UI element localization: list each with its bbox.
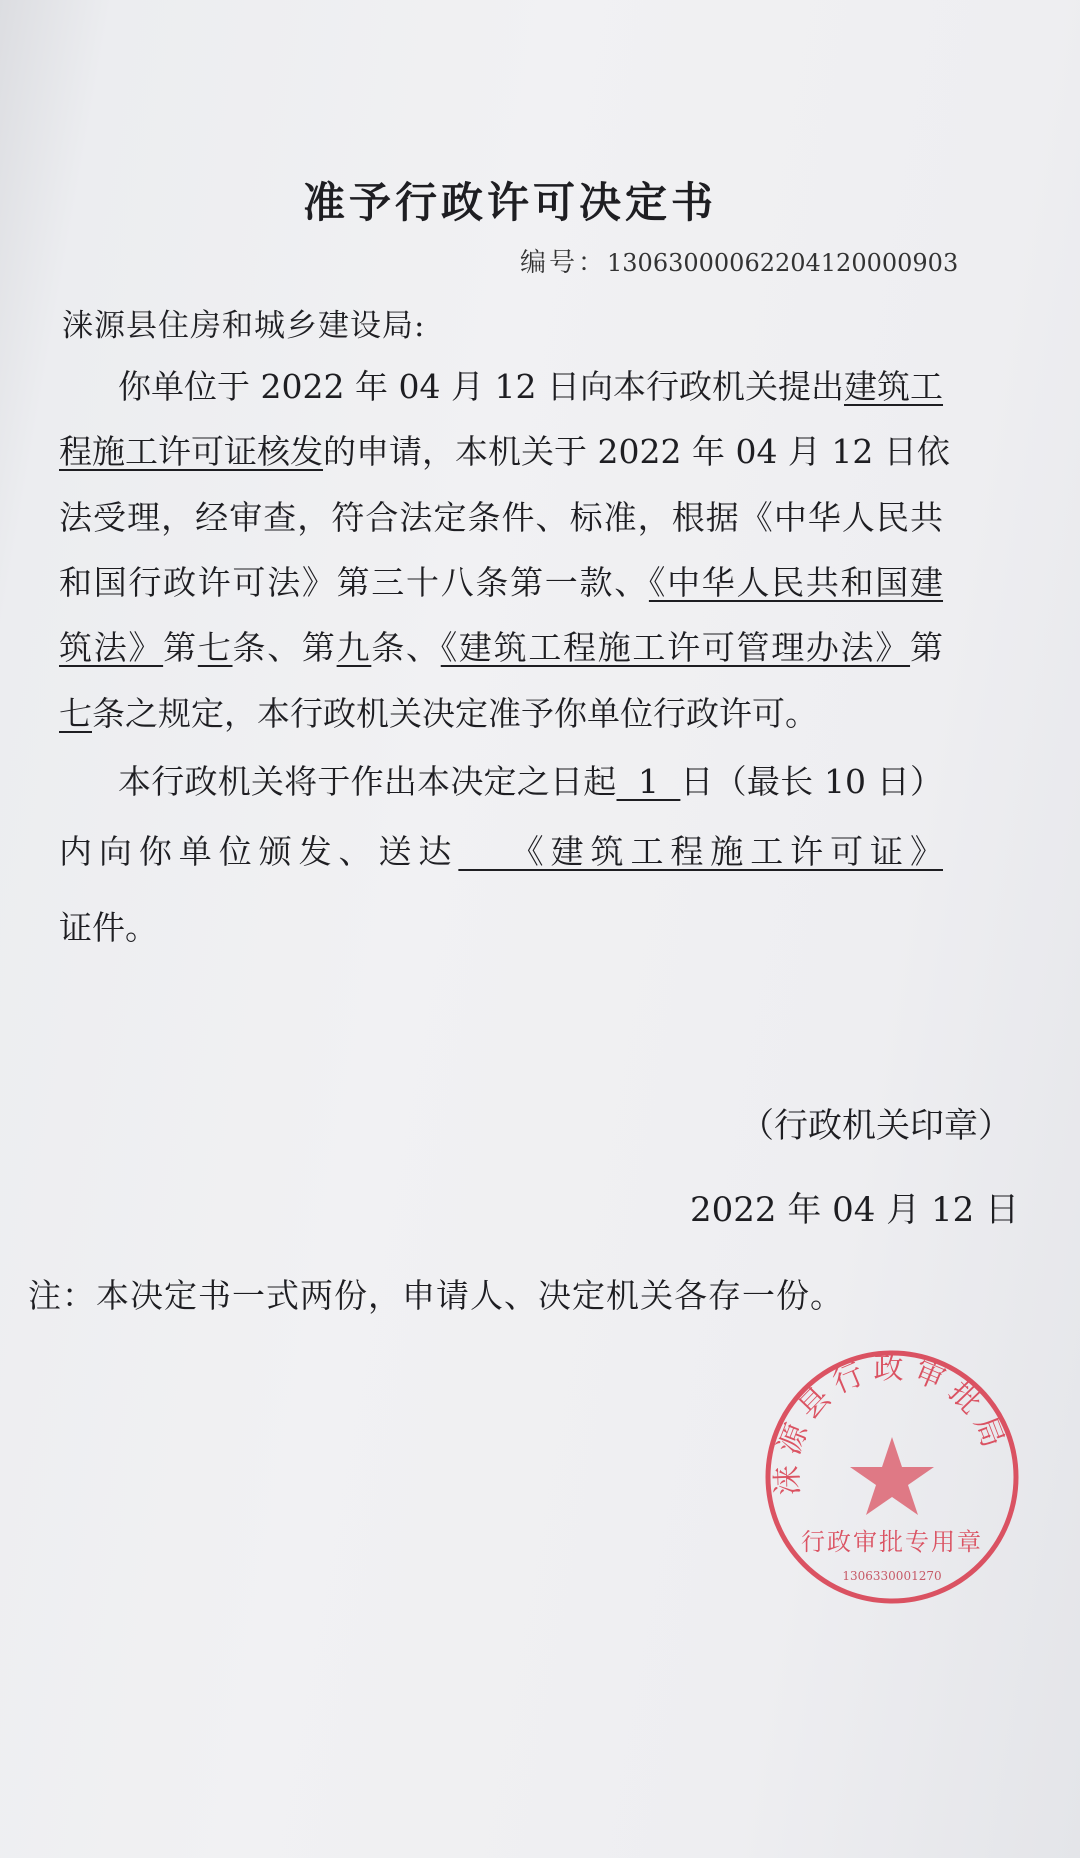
paragraph-line: [59, 561, 943, 605]
paragraph-line: [118, 365, 943, 409]
paragraph-line: [59, 496, 943, 540]
filled-field: 九: [336, 628, 372, 667]
paragraph-line: [59, 692, 943, 736]
paragraph-line: [118, 760, 943, 804]
text-segment: 法受理，经审查，符合法定条件、标准，根据《中华人民共: [59, 498, 943, 537]
paragraph-line: [59, 430, 950, 474]
text-segment: 内向你单位颁发、送达: [59, 832, 459, 871]
decision-date: 2022 年 04 月 12 日: [690, 1190, 1020, 1230]
filled-field: 《建筑工程施工许可证》: [458, 832, 943, 871]
addressee: 涞源县住房和城乡建设局:: [62, 308, 426, 344]
text-segment: 第: [163, 628, 198, 667]
seal-bottom-text: 行政审批专用章: [801, 1528, 983, 1556]
filled-field: 建筑工: [844, 367, 944, 406]
paragraph-line: [59, 830, 943, 874]
filled-field: 七: [59, 694, 92, 733]
document-number: [520, 242, 958, 279]
text-segment: 和国行政许可法》第三十八条第一款、: [59, 563, 649, 602]
document-title: 准予行政许可决定书: [302, 178, 717, 227]
text-segment: 第: [910, 628, 944, 667]
document-number-value: 13063000062204120000903: [607, 249, 959, 277]
seal-star-icon: [850, 1437, 934, 1515]
document-number-label: 编号：: [520, 248, 608, 278]
filled-field: 筑法》: [59, 628, 164, 667]
svg-text:行政审批专用章: [801, 1528, 983, 1556]
text-segment: 日（最长 10 日）: [680, 762, 943, 801]
text-segment: 本行政机关将于作出本决定之日起: [118, 762, 617, 801]
filled-field: 1: [616, 762, 681, 801]
seal-code: 1306330001270: [842, 1569, 942, 1583]
filled-field: 程施工许可证核发: [59, 432, 323, 471]
text-segment: 条、: [371, 628, 441, 667]
filled-field: 七: [197, 628, 233, 667]
text-segment: 条、第: [232, 628, 337, 667]
text-segment: 你单位于 2022 年 04 月 12 日向本行政机关提出: [118, 367, 844, 406]
filled-field: 《建筑工程施工许可管理办法》: [440, 628, 911, 667]
text-segment: 条之规定，本行政机关决定准予你单位行政许可。: [92, 694, 818, 733]
paragraph-line: [59, 906, 943, 950]
seal-label: （行政机关印章）: [740, 1106, 1012, 1146]
seal-top-text: 涞源县行政审批局: [769, 1351, 1014, 1496]
footnote: 注：本决定书一式两份，申请人、决定机关各存一份。: [28, 1276, 844, 1315]
text-segment: 证件。: [59, 908, 158, 947]
paragraph-line: [59, 626, 943, 670]
svg-text:1306330001270: [842, 1569, 941, 1583]
text-segment: 的申请，本机关于 2022 年 04 月 12 日依: [323, 432, 950, 471]
filled-field: 《中华人民共和国建: [648, 563, 944, 602]
official-seal: [760, 1345, 1025, 1610]
